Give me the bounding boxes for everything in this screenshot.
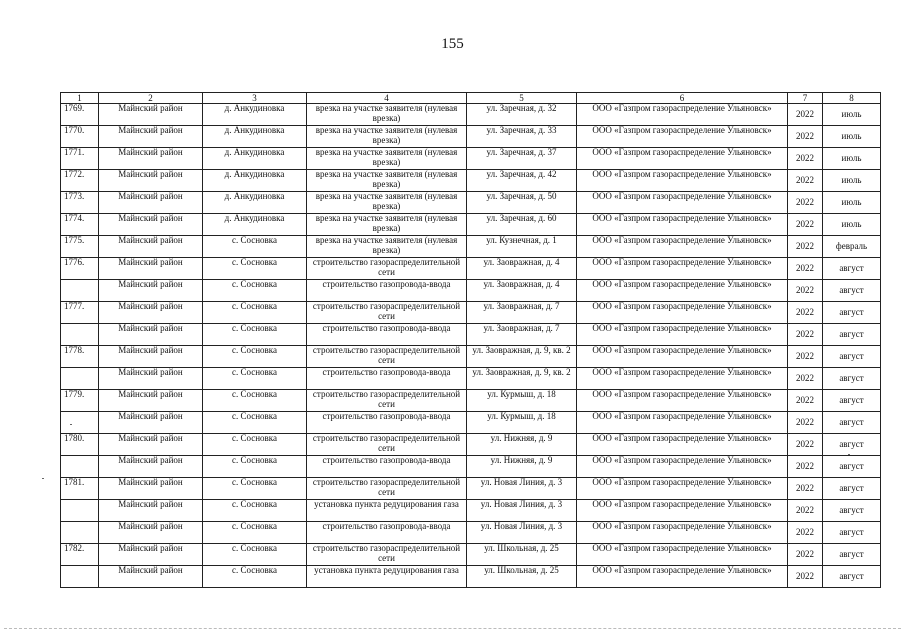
district-cell: Майнский район — [99, 390, 203, 412]
locality-cell: с. Сосновка — [203, 258, 307, 280]
district-cell: Майнский район — [99, 236, 203, 258]
row-number — [61, 500, 99, 522]
year-cell: 2022 — [788, 236, 823, 258]
row-number — [61, 522, 99, 544]
locality-cell: с. Сосновка — [203, 368, 307, 390]
locality-cell: с. Сосновка — [203, 456, 307, 478]
work-type-cell: установка пункта редуцирования газа — [307, 566, 467, 588]
organization-cell: ООО «Газпром газораспределение Ульяновск» — [577, 104, 788, 126]
address-cell: ул. Школьная, д. 25 — [467, 544, 577, 566]
table-row — [61, 522, 881, 544]
work-type-cell: врезка на участке заявителя (нулевая врезка) — [307, 192, 467, 214]
locality-cell: с. Сосновка — [203, 390, 307, 412]
address-cell: ул. Новая Линия, д. 3 — [467, 500, 577, 522]
table-row — [61, 170, 881, 192]
table-row — [61, 280, 881, 302]
locality-cell: с. Сосновка — [203, 280, 307, 302]
organization-cell: ООО «Газпром газораспределение Ульяновск» — [577, 500, 788, 522]
table-row — [61, 434, 881, 456]
locality-cell: д. Анкудиновка — [203, 170, 307, 192]
organization-cell: ООО «Газпром газораспределение Ульяновск» — [577, 434, 788, 456]
address-cell: ул. Новая Линия, д. 3 — [467, 522, 577, 544]
table-row — [61, 192, 881, 214]
address-cell: ул. Заовражная, д. 4 — [467, 258, 577, 280]
address-cell: ул. Заовражная, д. 4 — [467, 280, 577, 302]
month-cell: август — [823, 500, 881, 522]
address-cell: ул. Заречная, д. 33 — [467, 126, 577, 148]
locality-cell: с. Сосновка — [203, 346, 307, 368]
year-cell: 2022 — [788, 500, 823, 522]
work-type-cell: врезка на участке заявителя (нулевая врезка) — [307, 148, 467, 170]
locality-cell: с. Сосновка — [203, 324, 307, 346]
year-cell: 2022 — [788, 368, 823, 390]
address-cell: ул. Заречная, д. 50 — [467, 192, 577, 214]
work-type-cell: строительство газопровода-ввода — [307, 522, 467, 544]
table-row — [61, 390, 881, 412]
district-cell: Майнский район — [99, 192, 203, 214]
year-cell: 2022 — [788, 104, 823, 126]
year-cell: 2022 — [788, 544, 823, 566]
table-row — [61, 566, 881, 588]
month-cell: август — [823, 302, 881, 324]
organization-cell: ООО «Газпром газораспределение Ульяновск» — [577, 522, 788, 544]
table-row — [61, 214, 881, 236]
work-type-cell: строительство газораспределительной сети — [307, 544, 467, 566]
year-cell: 2022 — [788, 258, 823, 280]
column-header: 4 — [307, 93, 467, 104]
work-type-cell: строительство газопровода-ввода — [307, 456, 467, 478]
organization-cell: ООО «Газпром газораспределение Ульяновск» — [577, 412, 788, 434]
month-cell: июль — [823, 214, 881, 236]
row-number: 1778. — [61, 346, 99, 368]
register-table — [60, 92, 881, 588]
table-row — [61, 126, 881, 148]
row-number — [61, 324, 99, 346]
year-cell: 2022 — [788, 390, 823, 412]
district-cell: Майнский район — [99, 500, 203, 522]
locality-cell: с. Сосновка — [203, 566, 307, 588]
address-cell: ул. Кузнечная, д. 1 — [467, 236, 577, 258]
district-cell: Майнский район — [99, 126, 203, 148]
locality-cell: д. Анкудиновка — [203, 126, 307, 148]
row-number — [61, 412, 99, 434]
work-type-cell: строительство газораспределительной сети — [307, 346, 467, 368]
organization-cell: ООО «Газпром газораспределение Ульяновск» — [577, 324, 788, 346]
table-row — [61, 478, 881, 500]
column-header: 6 — [577, 93, 788, 104]
locality-cell: с. Сосновка — [203, 544, 307, 566]
district-cell: Майнский район — [99, 148, 203, 170]
locality-cell: с. Сосновка — [203, 412, 307, 434]
work-type-cell: установка пункта редуцирования газа — [307, 500, 467, 522]
work-type-cell: строительство газораспределительной сети — [307, 434, 467, 456]
table-row — [61, 368, 881, 390]
district-cell: Майнский район — [99, 456, 203, 478]
month-cell: август — [823, 412, 881, 434]
month-cell: август — [823, 456, 881, 478]
column-header: 3 — [203, 93, 307, 104]
work-type-cell: врезка на участке заявителя (нулевая врезка) — [307, 170, 467, 192]
column-header: 1 — [61, 93, 99, 104]
column-header: 7 — [788, 93, 823, 104]
locality-cell: д. Анкудиновка — [203, 104, 307, 126]
row-number: 1777. — [61, 302, 99, 324]
row-number — [61, 280, 99, 302]
year-cell: 2022 — [788, 346, 823, 368]
work-type-cell: строительство газораспределительной сети — [307, 302, 467, 324]
month-cell: август — [823, 280, 881, 302]
district-cell: Майнский район — [99, 214, 203, 236]
work-type-cell: строительство газораспределительной сети — [307, 478, 467, 500]
year-cell: 2022 — [788, 412, 823, 434]
district-cell: Майнский район — [99, 346, 203, 368]
row-number: 1769. — [61, 104, 99, 126]
table-row — [61, 544, 881, 566]
year-cell: 2022 — [788, 478, 823, 500]
address-cell: ул. Школьная, д. 25 — [467, 566, 577, 588]
address-cell: ул. Заовражная, д. 9, кв. 2 — [467, 368, 577, 390]
month-cell: февраль — [823, 236, 881, 258]
district-cell: Майнский район — [99, 412, 203, 434]
locality-cell: с. Сосновка — [203, 522, 307, 544]
district-cell: Майнский район — [99, 170, 203, 192]
year-cell: 2022 — [788, 170, 823, 192]
organization-cell: ООО «Газпром газораспределение Ульяновск» — [577, 544, 788, 566]
organization-cell: ООО «Газпром газораспределение Ульяновск» — [577, 456, 788, 478]
year-cell: 2022 — [788, 192, 823, 214]
month-cell: июль — [823, 126, 881, 148]
district-cell: Майнский район — [99, 522, 203, 544]
table-row — [61, 236, 881, 258]
organization-cell: ООО «Газпром газораспределение Ульяновск» — [577, 566, 788, 588]
table-row — [61, 456, 881, 478]
locality-cell: д. Анкудиновка — [203, 214, 307, 236]
year-cell: 2022 — [788, 324, 823, 346]
month-cell: август — [823, 478, 881, 500]
address-cell: ул. Нижняя, д. 9 — [467, 456, 577, 478]
work-type-cell: врезка на участке заявителя (нулевая врезка) — [307, 104, 467, 126]
year-cell: 2022 — [788, 214, 823, 236]
locality-cell: д. Анкудиновка — [203, 192, 307, 214]
row-number: 1780. — [61, 434, 99, 456]
address-cell: ул. Нижняя, д. 9 — [467, 434, 577, 456]
organization-cell: ООО «Газпром газораспределение Ульяновск» — [577, 368, 788, 390]
year-cell: 2022 — [788, 126, 823, 148]
organization-cell: ООО «Газпром газораспределение Ульяновск» — [577, 478, 788, 500]
locality-cell: с. Сосновка — [203, 434, 307, 456]
organization-cell: ООО «Газпром газораспределение Ульяновск» — [577, 214, 788, 236]
month-cell: август — [823, 324, 881, 346]
locality-cell: с. Сосновка — [203, 236, 307, 258]
table-row — [61, 302, 881, 324]
address-cell: ул. Заречная, д. 37 — [467, 148, 577, 170]
address-cell: ул. Заовражная, д. 7 — [467, 324, 577, 346]
row-number: 1775. — [61, 236, 99, 258]
year-cell: 2022 — [788, 280, 823, 302]
address-cell: ул. Заовражная, д. 9, кв. 2 — [467, 346, 577, 368]
year-cell: 2022 — [788, 456, 823, 478]
row-number — [61, 456, 99, 478]
row-number: 1771. — [61, 148, 99, 170]
row-number: 1773. — [61, 192, 99, 214]
year-cell: 2022 — [788, 566, 823, 588]
month-cell: август — [823, 566, 881, 588]
table-row — [61, 346, 881, 368]
table-row — [61, 148, 881, 170]
organization-cell: ООО «Газпром газораспределение Ульяновск» — [577, 192, 788, 214]
scan-mark — [848, 454, 850, 455]
work-type-cell: строительство газопровода-ввода — [307, 412, 467, 434]
scan-mark — [42, 478, 44, 479]
column-number-row — [61, 93, 881, 104]
work-type-cell: строительство газопровода-ввода — [307, 324, 467, 346]
month-cell: июль — [823, 148, 881, 170]
row-number — [61, 566, 99, 588]
page-edge-line — [4, 628, 901, 629]
address-cell: ул. Новая Линия, д. 3 — [467, 478, 577, 500]
organization-cell: ООО «Газпром газораспределение Ульяновск» — [577, 148, 788, 170]
month-cell: август — [823, 544, 881, 566]
organization-cell: ООО «Газпром газораспределение Ульяновск» — [577, 302, 788, 324]
district-cell: Майнский район — [99, 302, 203, 324]
month-cell: август — [823, 434, 881, 456]
organization-cell: ООО «Газпром газораспределение Ульяновск» — [577, 126, 788, 148]
address-cell: ул. Курмыш, д. 18 — [467, 390, 577, 412]
district-cell: Майнский район — [99, 434, 203, 456]
year-cell: 2022 — [788, 522, 823, 544]
work-type-cell: строительство газораспределительной сети — [307, 390, 467, 412]
table-row — [61, 258, 881, 280]
work-type-cell: врезка на участке заявителя (нулевая врезка) — [307, 126, 467, 148]
month-cell: август — [823, 346, 881, 368]
work-type-cell: строительство газопровода-ввода — [307, 368, 467, 390]
address-cell: ул. Заречная, д. 32 — [467, 104, 577, 126]
work-type-cell: строительство газопровода-ввода — [307, 280, 467, 302]
table-row — [61, 104, 881, 126]
month-cell: июль — [823, 192, 881, 214]
locality-cell: с. Сосновка — [203, 302, 307, 324]
row-number: 1772. — [61, 170, 99, 192]
column-header: 5 — [467, 93, 577, 104]
month-cell: август — [823, 368, 881, 390]
organization-cell: ООО «Газпром газораспределение Ульяновск» — [577, 236, 788, 258]
page-number: 155 — [441, 36, 464, 52]
year-cell: 2022 — [788, 434, 823, 456]
district-cell: Майнский район — [99, 280, 203, 302]
district-cell: Майнский район — [99, 566, 203, 588]
organization-cell: ООО «Газпром газораспределение Ульяновск» — [577, 280, 788, 302]
address-cell: ул. Курмыш, д. 18 — [467, 412, 577, 434]
table-row — [61, 324, 881, 346]
district-cell: Майнский район — [99, 478, 203, 500]
row-number: 1779. — [61, 390, 99, 412]
address-cell: ул. Заовражная, д. 7 — [467, 302, 577, 324]
row-number: 1774. — [61, 214, 99, 236]
scan-mark — [70, 424, 72, 425]
work-type-cell: врезка на участке заявителя (нулевая врезка) — [307, 236, 467, 258]
district-cell: Майнский район — [99, 104, 203, 126]
locality-cell: д. Анкудиновка — [203, 148, 307, 170]
organization-cell: ООО «Газпром газораспределение Ульяновск» — [577, 170, 788, 192]
row-number: 1776. — [61, 258, 99, 280]
locality-cell: с. Сосновка — [203, 500, 307, 522]
address-cell: ул. Заречная, д. 42 — [467, 170, 577, 192]
month-cell: август — [823, 390, 881, 412]
address-cell: ул. Заречная, д. 60 — [467, 214, 577, 236]
district-cell: Майнский район — [99, 544, 203, 566]
row-number — [61, 368, 99, 390]
month-cell: август — [823, 258, 881, 280]
month-cell: июль — [823, 170, 881, 192]
column-header: 8 — [823, 93, 881, 104]
district-cell: Майнский район — [99, 258, 203, 280]
row-number: 1781. — [61, 478, 99, 500]
year-cell: 2022 — [788, 148, 823, 170]
row-number: 1782. — [61, 544, 99, 566]
district-cell: Майнский район — [99, 368, 203, 390]
organization-cell: ООО «Газпром газораспределение Ульяновск» — [577, 390, 788, 412]
locality-cell: с. Сосновка — [203, 478, 307, 500]
column-header: 2 — [99, 93, 203, 104]
table-row — [61, 500, 881, 522]
organization-cell: ООО «Газпром газораспределение Ульяновск» — [577, 258, 788, 280]
district-cell: Майнский район — [99, 324, 203, 346]
work-type-cell: строительство газораспределительной сети — [307, 258, 467, 280]
organization-cell: ООО «Газпром газораспределение Ульяновск» — [577, 346, 788, 368]
row-number: 1770. — [61, 126, 99, 148]
month-cell: июль — [823, 104, 881, 126]
table-row — [61, 412, 881, 434]
month-cell: август — [823, 522, 881, 544]
year-cell: 2022 — [788, 302, 823, 324]
work-type-cell: врезка на участке заявителя (нулевая врезка) — [307, 214, 467, 236]
